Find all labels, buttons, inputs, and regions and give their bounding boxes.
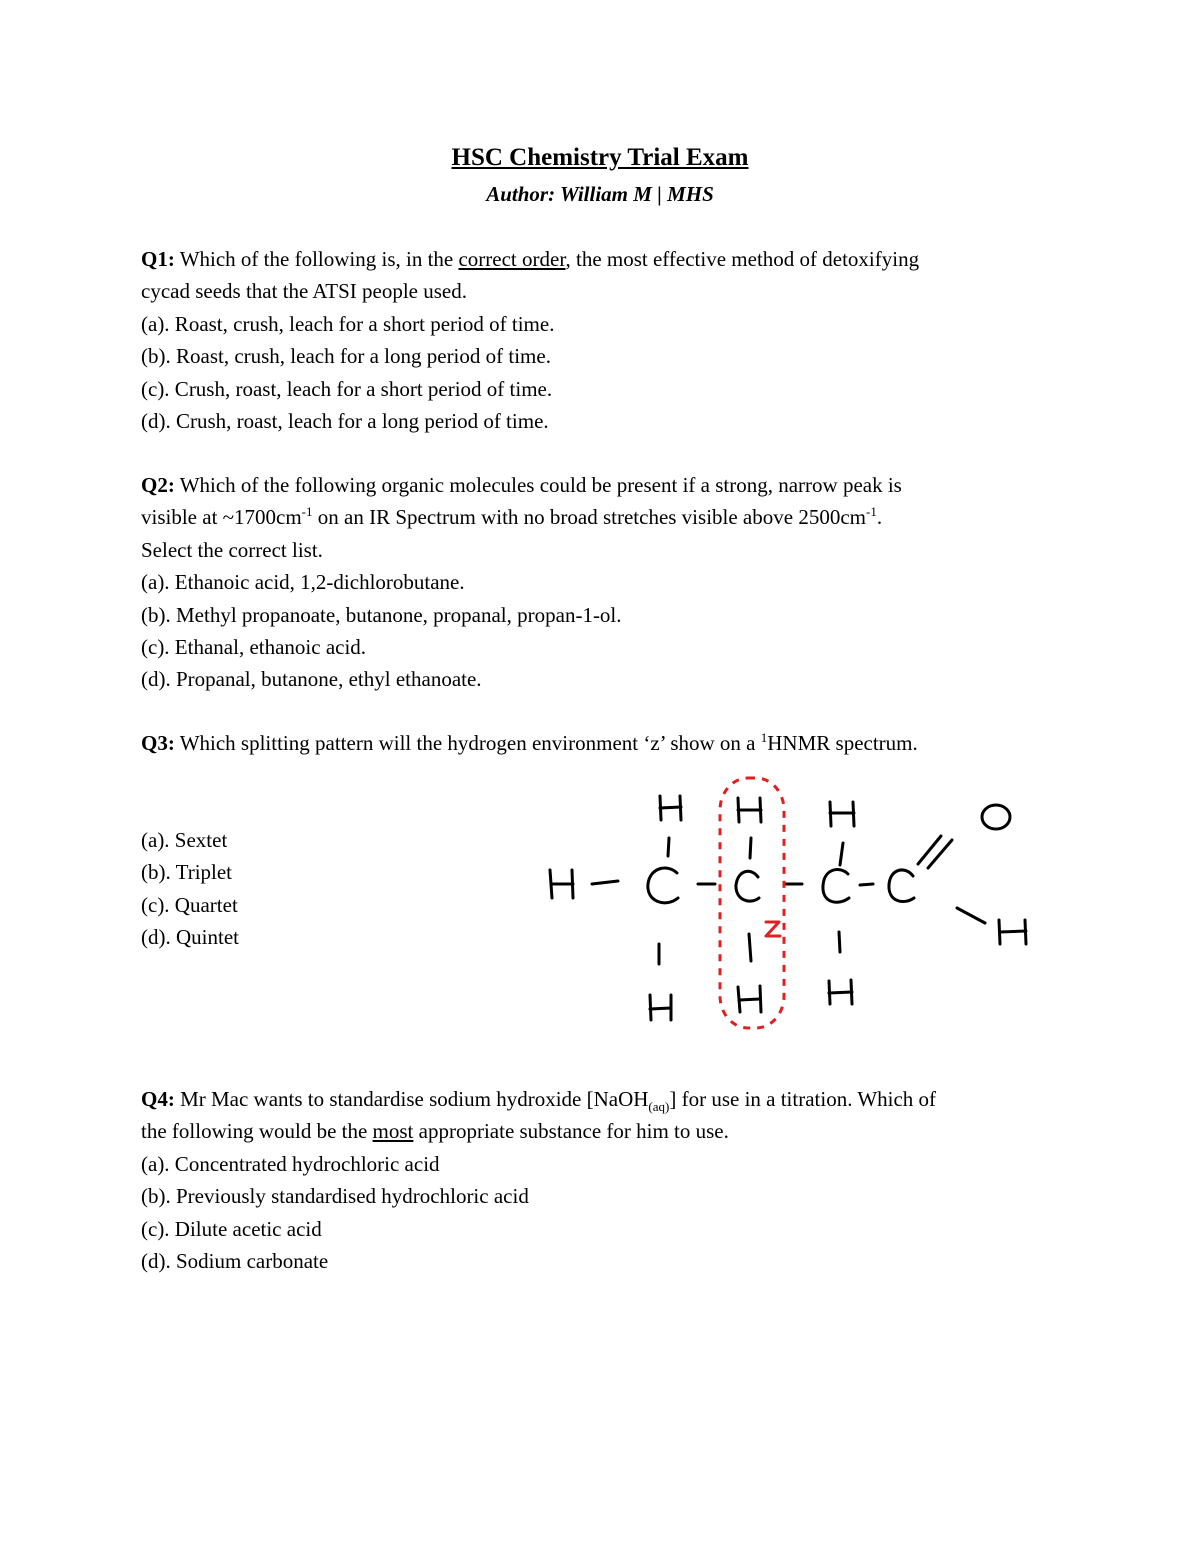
atom-o [982,805,1010,829]
atom-h-c3-top [830,802,854,826]
q2-option-a: (a). Ethanoic acid, 1,2-dichlorobutane. [141,570,465,595]
q2-stem-line-2 [141,501,1041,533]
q2-option-b: (b). Methyl propanoate, butanone, propanal, propan-1-ol. [141,602,622,627]
atom-h-c1-top [660,796,681,820]
atom-h-c2-bottom [738,986,761,1012]
q1-stem-line-1 [141,243,1041,275]
z-environment-highlight [720,778,784,1028]
q3-label: Q3: [141,731,175,755]
q4-stem-part: the following would be the [141,1119,373,1144]
bond-c2-hbottom [749,934,751,961]
q3-option-b: (b). Triplet [141,860,233,885]
bond-c1-htop [668,838,669,856]
q1-option-b: (b). Roast, crush, leach for a long period of time. [141,344,551,369]
q4-stem-text: Mr Mac wants to standardise sodium hydroxide [NaOH [174,1087,649,1111]
z-label [766,922,780,936]
q1-option-d: (d). Crush, roast, leach for a long period of time. [141,408,549,433]
atom-c-3 [823,870,849,903]
atom-h-acid [999,920,1026,944]
q4-stem-line-1 [141,1083,1041,1115]
q2-stem-part: visible at ~1700cm [141,505,302,530]
atom-h-left [550,870,573,898]
q1-emphasis: correct order [458,247,566,271]
bond-c4-o-1 [918,836,941,864]
q1-option-c: (c). Crush, roast, leach for a short period of time. [141,376,553,401]
q4-stem-line-2 [141,1115,1041,1147]
q3-option-c: (c). Quartet [141,892,238,917]
q2-stem-text: Which of the following organic molecules could be present if a strong, narrow peak is [174,473,902,497]
atom-c-4 [889,870,914,902]
question-3 [141,727,1041,759]
q4-emphasis: most [372,1119,414,1144]
q3-options [141,824,441,954]
q2-superscript: -1 [865,504,877,520]
author-line: Author: William M | MHS [486,182,714,206]
bond-h-c1 [592,881,618,884]
atom-c-1 [648,868,678,903]
atom-h-c3-bottom [829,980,852,1004]
q1-stem-text: Which of the following is, in the [174,247,459,271]
q2-superscript: -1 [301,504,313,520]
bond-c2-htop [750,838,751,858]
q1-stem-line-2: cycad seeds that the ATSI people used. [141,279,467,304]
q4-stem-part: appropriate substance for him to use. [413,1119,729,1144]
q4-subscript: (aq) [648,1099,670,1115]
atom-h-c2-top [738,798,761,822]
page-title: HSC Chemistry Trial Exam [451,144,749,171]
bond-c4-oh [957,908,985,923]
atom-h-c1-bottom [650,995,671,1020]
bond-c4-o-2 [928,840,952,868]
q2-stem-line-3: Select the correct list. [141,537,323,562]
q2-stem-line-1 [141,469,1041,501]
q4-option-b: (b). Previously standardised hydrochloric acid [141,1184,529,1209]
q3-stem-line-1 [141,727,1041,759]
bond-c3-hbottom [839,932,840,952]
question-2 [141,469,1041,696]
q4-option-d: (d). Sodium carbonate [141,1248,329,1273]
question-4 [141,1083,1041,1277]
q3-superscript: 1 [760,730,768,745]
q4-option-c: (c). Dilute acetic acid [141,1216,322,1241]
q1-option-a: (a). Roast, crush, leach for a short period of time. [141,311,555,336]
propanoic-acid-structure [540,772,1050,1042]
q4-label: Q4: [141,1087,175,1111]
q3-option-d: (d). Quintet [141,925,239,950]
q3-option-a: (a). Sextet [141,828,228,852]
q2-stem-part: . [876,505,883,530]
question-1 [141,243,1041,437]
q1-stem-text-cont: , the most effective method of detoxifying [565,247,920,271]
q2-option-c: (c). Ethanal, ethanoic acid. [141,634,367,659]
atom-c-2 [736,871,759,901]
structure-svg [540,772,1050,1042]
bond-c3-htop [840,843,843,865]
q4-option-a: (a). Concentrated hydrochloric acid [141,1151,440,1176]
q2-stem-part: on an IR Spectrum with no broad stretches visible above 2500cm [312,505,866,530]
q2-option-d: (d). Propanal, butanone, ethyl ethanoate. [141,667,482,692]
bond-c3-c4 [860,884,873,885]
q4-stem-text-cont: ] for use in a titration. Which of [669,1087,937,1111]
q1-label: Q1: [141,247,175,271]
q3-stem-text: Which splitting pattern will the hydrogen environment ‘z’ show on a [174,731,761,755]
q3-stem-text-cont: HNMR spectrum. [767,731,918,755]
q2-label: Q2: [141,473,175,497]
